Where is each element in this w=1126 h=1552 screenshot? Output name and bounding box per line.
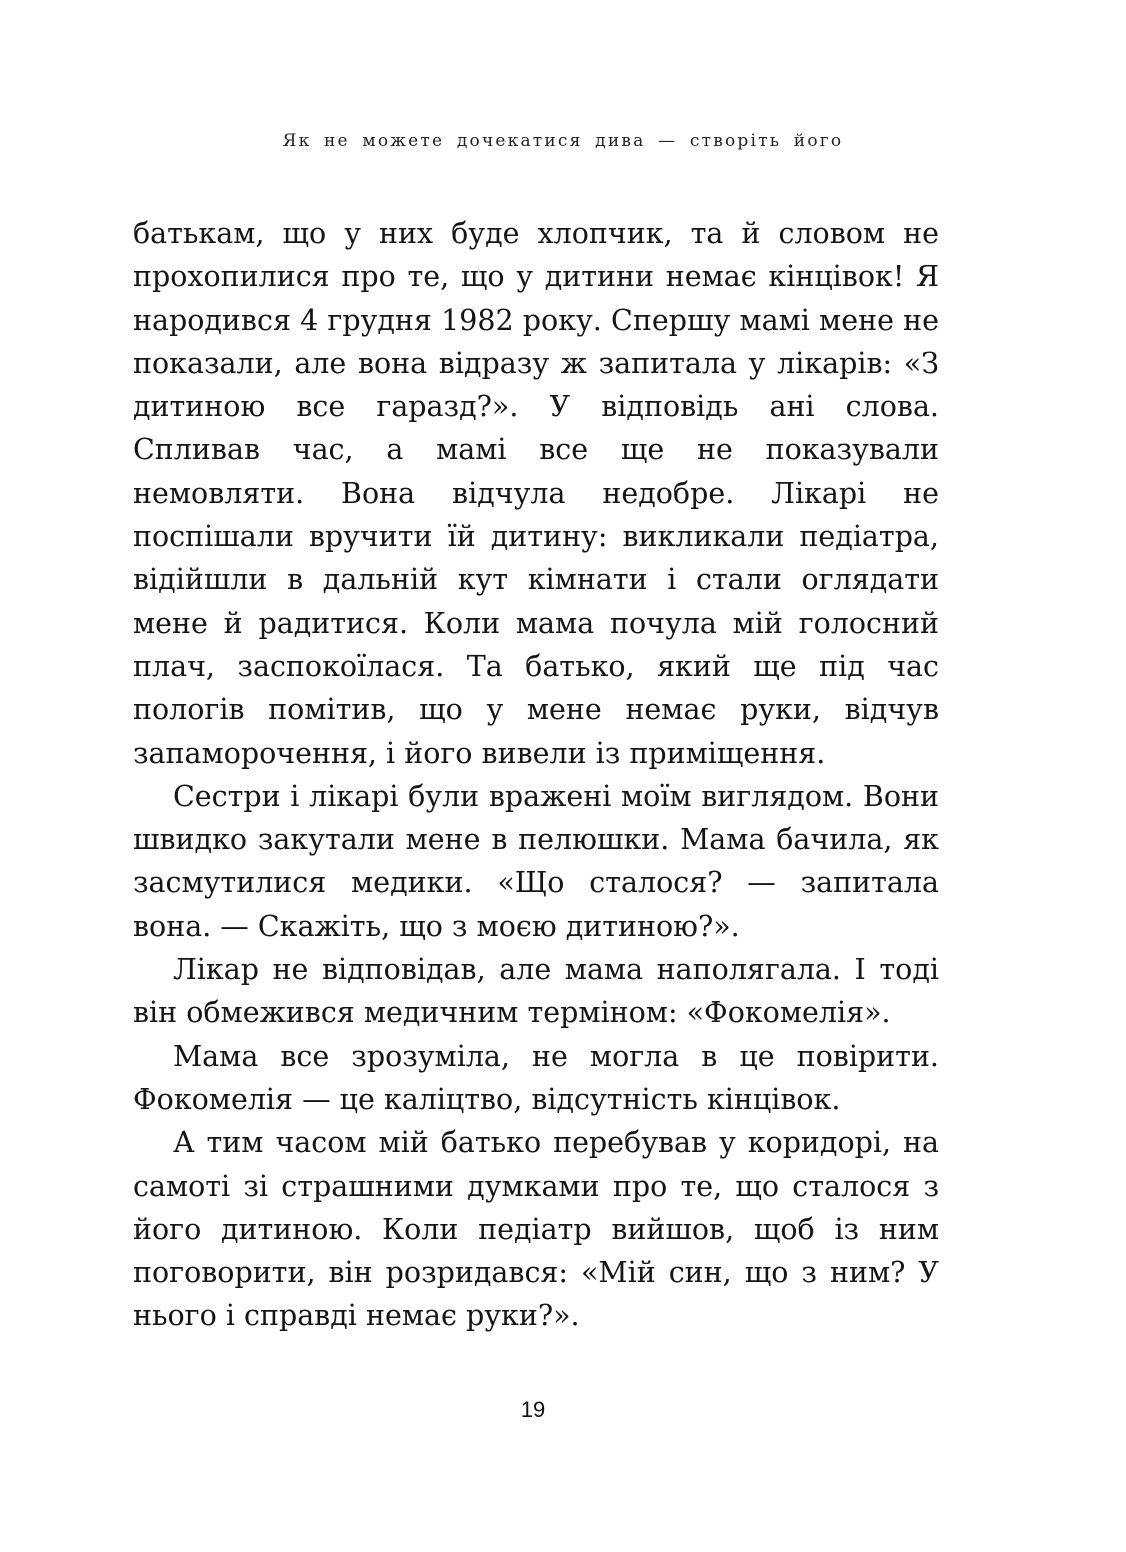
paragraph: А тим часом мій батько перебував у коридорі, на самоті зі страшними думками про те, що сталося з його дитиною. Коли педіатр вийшов, щоб із ним поговорити, він розридався: «Мій син, що з ним? У нього і справді немає руки?». xyxy=(133,1126,939,1333)
running-header: Як не можете дочекатися дива — створіть його xyxy=(282,131,844,151)
paragraph: Мама все зрозуміла, не могла в це повірити. Фокомелія — це каліцтво, відсутність кінцівок. xyxy=(133,1039,939,1116)
paragraph-continuation: батькам, що у них буде хлопчик, та й словом не прохопилися про те, що у дитини немає кінцівок! Я народився 4 грудня 1982 року. Спершу мамі мене не показали, але вона відразу ж запитала у лікарів: «З дитиною все гаразд?». У відповідь ані слова. Спливав час, а мамі все ще не показували немовляти. Вона відчула недобре. Лікарі не поспішали вручити їй дитину: викликали педіатра, відійшли в дальній кут кімнати і стали оглядати мене й радитися. Коли мама почула мій голосний плач, заспокоїлася. Та батько, який ще під час пологів помітив, що у мене немає руки, відчув запаморочення, і його вивели із приміщення. xyxy=(133,217,939,770)
paragraph: Сестри і лікарі були вражені моїм виглядом. Вони швидко закутали мене в пелюшки. Мама бачила, як засмутилися медики. «Що сталося? — запитала вона. — Скажіть, що з моєю дитиною?». xyxy=(133,779,939,943)
body-text xyxy=(133,212,939,1338)
page-number: 19 xyxy=(520,1397,546,1422)
paragraph: Лікар не відповідав, але мама наполягала. І тоді він обмежився медичним терміном: «Фокомелія». xyxy=(133,953,939,1030)
